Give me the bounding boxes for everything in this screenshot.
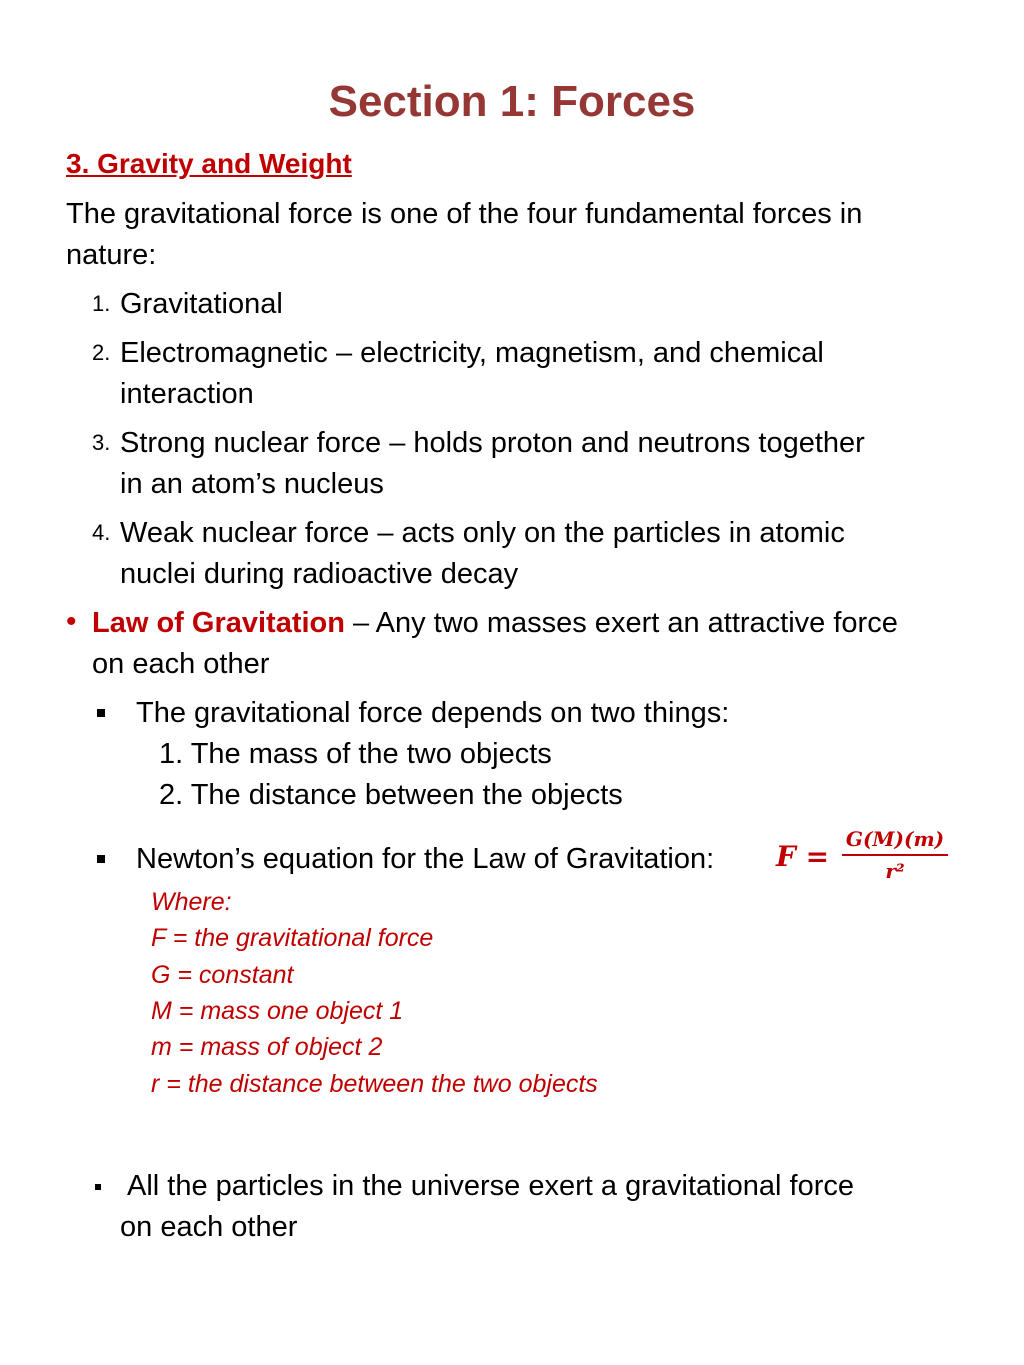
formula-lhs: F = <box>776 840 830 873</box>
depends-item-distance: 2. The distance between the objects <box>159 779 623 811</box>
where-def-F: F = the gravitational force <box>151 924 434 952</box>
force-item-electromagnetic: Electromagnetic – electricity, magnetism, and chemical <box>120 337 824 369</box>
section-subheading: 3. Gravity and Weight <box>66 148 352 179</box>
where-def-r: r = the distance between the two objects <box>151 1070 598 1098</box>
depends-item-mass: 1. The mass of the two objects <box>159 738 552 770</box>
page-title: Section 1: Forces <box>328 77 696 126</box>
where-def-G: G = constant <box>151 961 294 989</box>
force-number: 2. <box>92 340 111 365</box>
particles-line-2: on each other <box>120 1211 298 1243</box>
law-term: Law of Gravitation <box>92 607 345 639</box>
force-item-strong-nuclear: Strong nuclear force – holds proton and neutrons together <box>120 427 865 459</box>
intro-line-2: nature: <box>66 239 157 271</box>
force-item-weak-nuclear-cont: nuclei during radioactive decay <box>120 558 519 590</box>
where-label: Where: <box>151 888 232 916</box>
square-bullet-icon <box>97 855 105 863</box>
formula-fraction <box>842 826 948 884</box>
bullet-dot-icon: • <box>66 605 77 638</box>
particles-line-1: All the particles in the universe exert a gravitational force <box>127 1170 854 1202</box>
law-text: – Any two masses exert an attractive force <box>344 607 898 639</box>
square-bullet-icon <box>95 1184 101 1190</box>
fraction-bar <box>842 854 948 856</box>
law-line-1 <box>92 603 898 643</box>
newton-text: Newton’s equation for the Law of Gravitation: <box>136 843 715 875</box>
force-item-weak-nuclear: Weak nuclear force – acts only on the particles in atomic <box>120 517 845 549</box>
where-def-M: M = mass one object 1 <box>151 997 404 1025</box>
law-line-2: on each other <box>92 648 270 680</box>
force-item-strong-nuclear-cont: in an atom’s nucleus <box>120 468 384 500</box>
formula-numerator: G(M)(m) <box>845 827 945 851</box>
square-bullet-icon <box>97 709 105 717</box>
where-def-m: m = mass of object 2 <box>151 1033 383 1061</box>
force-item-gravitational: Gravitational <box>120 288 283 320</box>
force-number: 1. <box>92 291 111 316</box>
formula-denominator: r² <box>885 859 905 883</box>
intro-line-1: The gravitational force is one of the four fundamental forces in <box>66 198 863 230</box>
force-number: 3. <box>92 430 111 455</box>
depends-text: The gravitational force depends on two things: <box>136 697 730 729</box>
force-item-electromagnetic-cont: interaction <box>120 378 254 410</box>
force-number: 4. <box>92 520 111 545</box>
gravitation-formula <box>776 822 956 896</box>
